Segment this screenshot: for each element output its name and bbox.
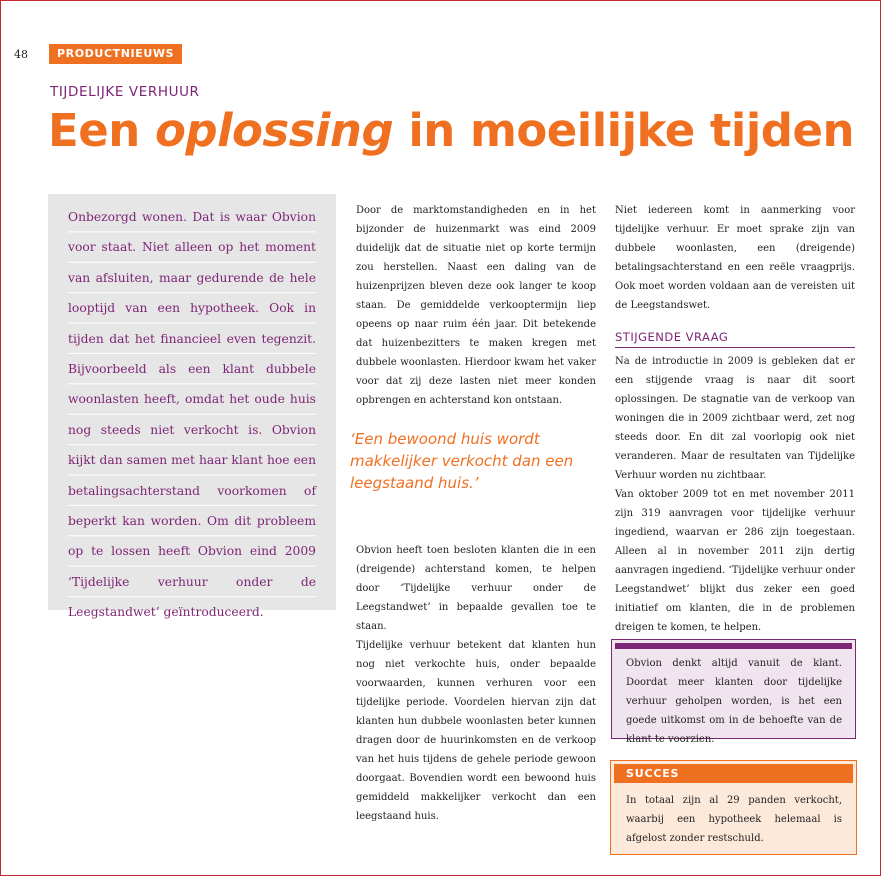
- body-paragraph-2: Obvion heeft toen besloten klanten die in een (dreigende) achterstand komen, te helpen door ‘Tijdelijke verhuur onder de Leegstandwet’ in bepaalde gevallen toe te staan.: [356, 545, 596, 632]
- succes-box: [610, 760, 857, 855]
- pull-quote: ‘Een bewoond huis wordt makkelijker verkocht dan een leegstaand huis.’: [350, 430, 574, 492]
- note-box-bar: [615, 643, 852, 649]
- body-column-middle-bottom: [356, 636, 596, 826]
- section-tag: PRODUCTNIEUWS: [49, 44, 182, 64]
- body-paragraph-3: Tijdelijke verhuur betekent dat klanten hun nog niet verkochte huis, onder bepaalde voorwaarden, kunnen verhuren voor een tijdelijke periode. Voordelen hiervan zijn dat klanten hun dubbele woonlasten beter kunnen dragen door de huurinkomsten en de verkoop van het huis tijdens de gehele periode gewoon doorgaat. Bovendien wordt een bewoond huis gemiddeld makkelijker verkocht dan een leegstaand huis.: [356, 640, 596, 822]
- succes-text: In totaal zijn al 29 panden verkocht, waarbij een hypotheek helemaal is afgelost zonder restschuld.: [626, 795, 842, 844]
- body-column-middle-mid: [356, 541, 596, 636]
- succes-heading: SUCCES: [614, 764, 853, 783]
- headline-emphasis: oplossing: [154, 104, 394, 157]
- article-kicker: TIJDELIJKE VERHUUR: [50, 84, 200, 100]
- body-column-middle-top: [356, 201, 596, 410]
- sub-heading: STIJGENDE VRAAG: [615, 330, 855, 348]
- body-column-right-bottom: [615, 352, 855, 637]
- headline-part-1: Een: [48, 104, 155, 157]
- intro-text: Onbezorgd wonen. Dat is waar Obvion voor staat. Niet alleen op het moment van afsluiten, maar gedurende de hele looptijd van een hypotheek. Ook in tijden dat het financieel even tegenzit. Bijvoorbeeld als een klant dubbele woonlasten heeft, omdat het oude huis nog steeds niet verkocht is. Obvion kijkt dan samen met haar klant hoe een betalingsachterstand voorkomen of beperkt kan worden. Om dit probleem op te lossen heeft Obvion eind 2009 ‘Tijdelijke verhuur onder de Leegstandwet’ geïntroduceerd.: [68, 202, 316, 628]
- article-headline: [48, 104, 854, 157]
- body-paragraph-5: Na de introductie in 2009 is gebleken dat er een stijgende vraag is naar dit soort oplossingen. De stagnatie van de verkoop van woningen die in 2009 zichtbaar werd, zet nog steeds door. En dit zal voorlopig ook niet veranderen. Maar de resultaten van Tijdelijke Verhuur worden nu zichtbaar.: [615, 356, 855, 481]
- headline-part-2: in moeilijke tijden: [393, 104, 855, 157]
- intro-box: [48, 194, 336, 620]
- page-number: 48: [14, 48, 28, 61]
- body-paragraph-1: Door de marktomstandigheden en in het bijzonder de huizenmarkt was eind 2009 duidelijk dat de situatie niet op korte termijn zou herstellen. Naast een daling van de huizenprijzen bleven deze ook langer te koop staan. De gemiddelde verkooptermijn liep opeens op naar ruim één jaar. Dit betekende dat huizenbezitters te maken kregen met dubbele woonlasten. Hierdoor kwam het vaker voor dat zij deze lasten niet meer konden opbrengen en achterstand kon ontstaan.: [356, 205, 596, 406]
- body-column-right-top: [615, 201, 855, 315]
- body-paragraph-4: Niet iedereen komt in aanmerking voor tijdelijke verhuur. Er moet sprake zijn van dubbele woonlasten, een (dreigende) betalingsachterstand en een reële vraagprijs. Ook moet worden voldaan aan de vereisten uit de Leegstandswet.: [615, 205, 855, 311]
- note-text: Obvion denkt altijd vanuit de klant. Doordat meer klanten door tijdelijke verhuur geholpen worden, is het een goede uitkomst om in de behoefte van de klant te voorzien.: [626, 658, 842, 745]
- note-box: [611, 639, 856, 745]
- body-paragraph-6: Van oktober 2009 tot en met november 2011 zijn 319 aanvragen voor tijdelijke verhuur ingediend, waarvan er 286 zijn toegestaan. Alleen al in november 2011 zijn dertig aanvragen ingediend. ‘Tijdelijke verhuur onder Leegstandwet’ blijkt dus zeker een goed initiatief om klanten, die in de problemen dreigen te komen, te helpen.: [615, 489, 855, 633]
